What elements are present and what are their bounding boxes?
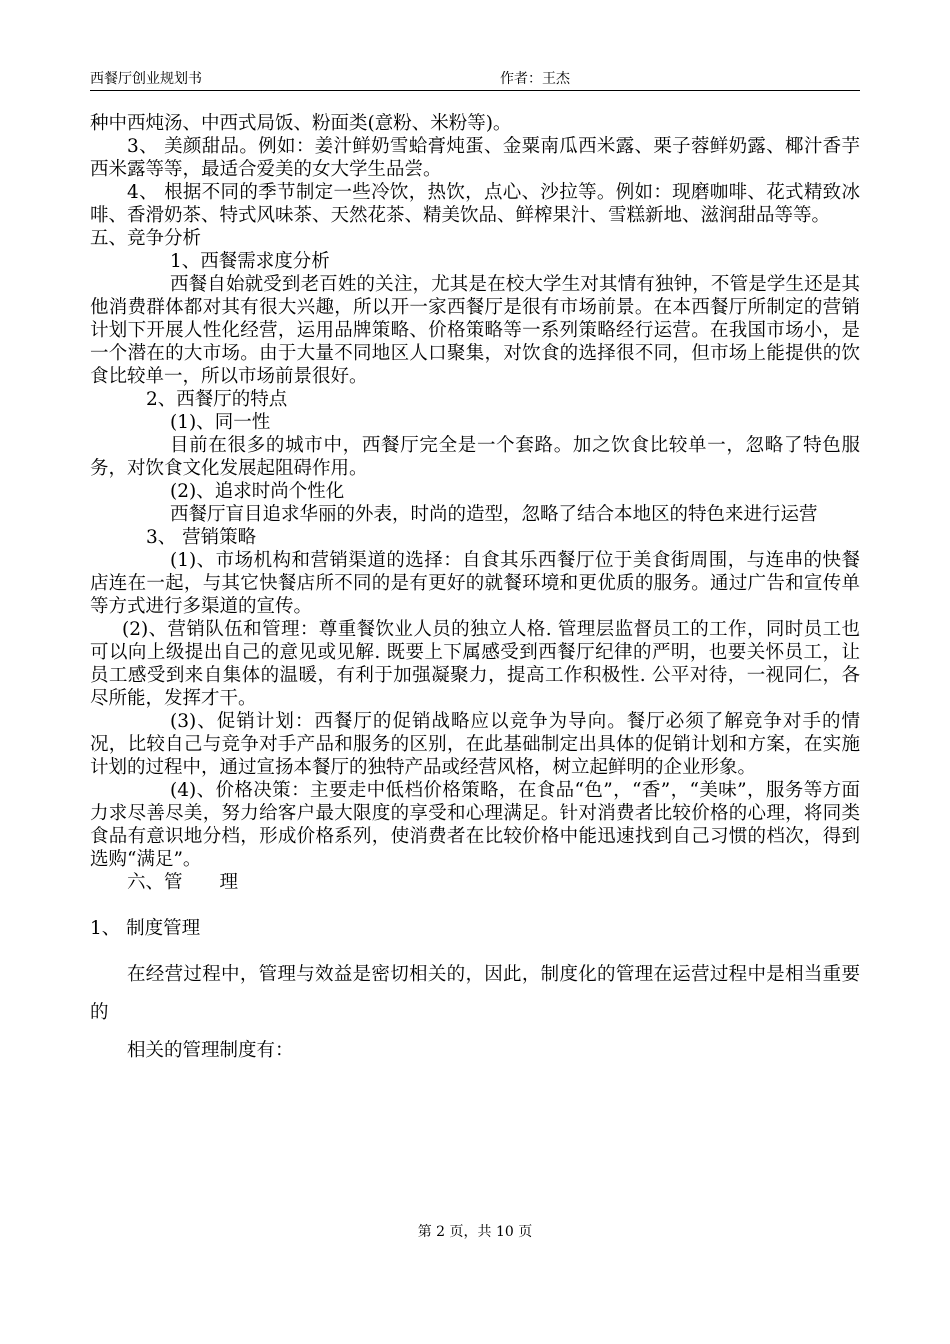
paragraph: 目前在很多的城市中，西餐厅完全是一个套路。加之饮食比较单一，忽略了特色服务，对饮食文化发展起阻碍作用。 [90, 435, 860, 479]
document-title: 西餐厅创业规划书 [90, 71, 202, 87]
paragraph: 4、 根据不同的季节制定一些冷饮，热饮，点心、沙拉等。例如：现磨咖啡、花式精致冰啡、香滑奶茶、特式风味茶、天然花茶、精美饮品、鲜榨果汁、雪糕新地、滋润甜品等等。 [90, 182, 860, 226]
section-heading: 六、管 理 [127, 872, 239, 893]
subsection-heading: 1、 制度管理 [90, 918, 201, 939]
sub-item-heading: (2)、追求时尚个性化 [170, 481, 345, 502]
paragraph: 在经营过程中，管理与效益是密切相关的，因此，制度化的管理在运营过程中是相当重要的 [90, 964, 860, 1023]
page-header [90, 68, 860, 91]
paragraph: (3)、促销计划：西餐厅的促销战略应以竞争为导向。餐厅必须了解竞争对手的情况，比较自己与竞争对手产品和服务的区别，在此基础制定出具体的促销计划和方案，在实施计划的过程中，通过宣扬本餐厅的独特产品或经营风格，树立起鲜明的企业形象。 [90, 711, 860, 778]
management-section [90, 910, 860, 1070]
page-body [90, 112, 860, 1070]
section-heading: 五、竞争分析 [90, 228, 202, 249]
paragraph: 种中西炖汤、中西式局饭、粉面类(意粉、米粉等)。 [90, 113, 512, 134]
sub-item-heading: (1)、同一性 [170, 412, 271, 433]
paragraph: (1)、市场机构和营销渠道的选择：自食其乐西餐厅位于美食街周围，与连串的快餐店连在一起，与其它快餐店所不同的是有更好的就餐环境和更优质的服务。通过广告和宣传单等方式进行多渠道的宣传。 [90, 550, 860, 617]
paragraph: 相关的管理制度有： [127, 1040, 294, 1061]
document-author: 作者：王杰 [500, 71, 570, 87]
subsection-heading: 2、西餐厅的特点 [146, 389, 288, 410]
subsection-heading: 3、 营销策略 [146, 527, 257, 548]
paragraph: 西餐厅盲目追求华丽的外表，时尚的造型，忽略了结合本地区的特色来进行运营 [170, 504, 818, 525]
paragraph: 西餐自始就受到老百姓的关注，尤其是在校大学生对其情有独钟，不管是学生还是其他消费群体都对其有很大兴趣，所以开一家西餐厅是很有市场前景。在本西餐厅所制定的营销计划下开展人性化经营，运用品牌策略、价格策略等一系列策略经行运营。在我国市场小，是一个潜在的大市场。由于大量不同地区人口聚集，对饮食的选择很不同，但市场上能提供的饮食比较单一，所以市场前景很好。 [90, 274, 860, 387]
paragraph: (4)、价格决策：主要走中低档价格策略，在食品“色”，“香”，“美味”，服务等方面力求尽善尽美，努力给客户最大限度的享受和心理满足。针对消费者比较价格的心理，将同类食品有意识地分档，形成价格系列，使消费者在比较价格中能迅速找到自己习惯的档次，得到选购“满足”。 [90, 780, 860, 870]
paragraph: 3、 美颜甜品。例如：姜汁鲜奶雪蛤膏炖蛋、金粟南瓜西米露、栗子蓉鲜奶露、椰汁香芋西米露等等，最适合爱美的女大学生品尝。 [90, 136, 860, 180]
subsection-heading: 1、西餐需求度分析 [170, 251, 330, 272]
paragraph: (2)、营销队伍和管理：尊重餐饮业人员的独立人格. 管理层监督员工的工作，同时员工也可以向上级提出自己的意见或见解. 既要上下属感受到西餐厅纪律的严明，也要关怀员工，让员工感受到来自集体的温暖，有利于加强凝聚力，提高工作积极性. 公平对待，一视同仁，各尽所能，发挥才干。 [90, 619, 860, 709]
page-number: 第 2 页，共 10 页 [417, 1224, 533, 1240]
